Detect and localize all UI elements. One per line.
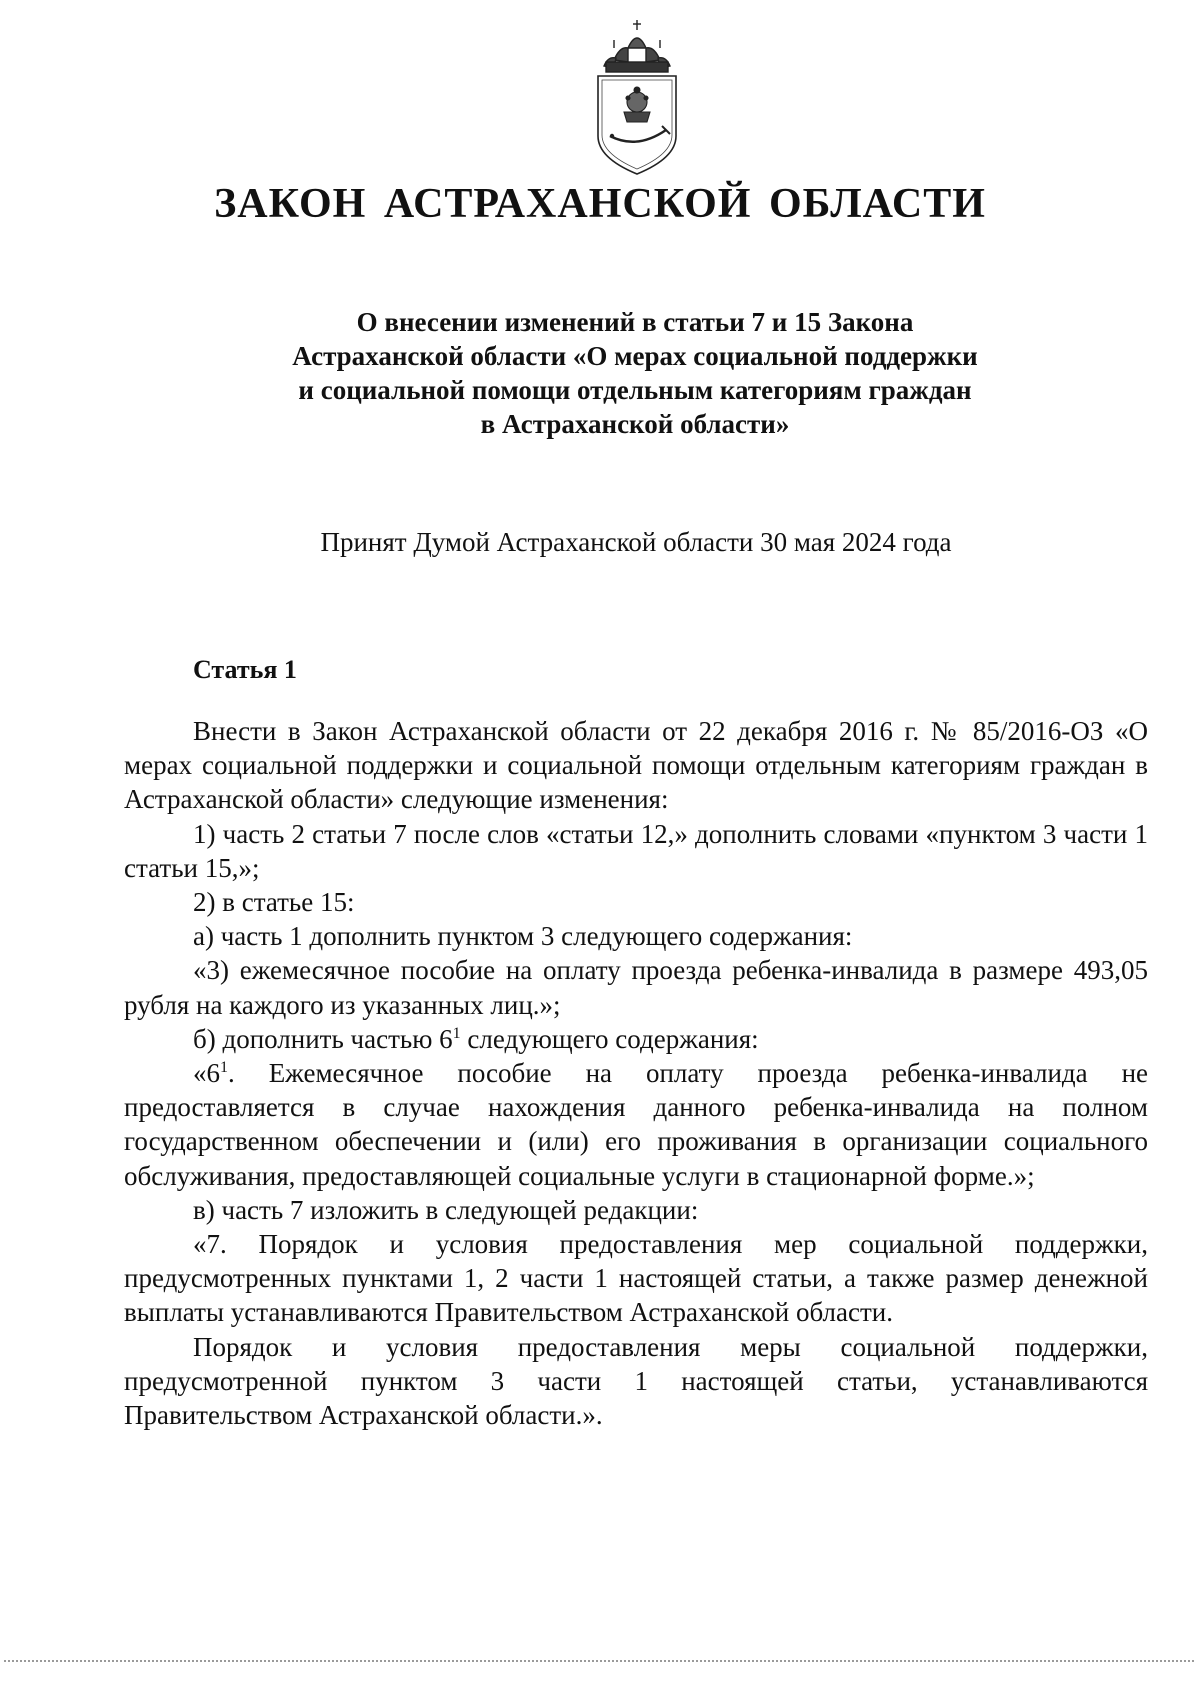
paragraph — [124, 1022, 1148, 1056]
paragraph: в) часть 7 изложить в следующей редакции: — [193, 1194, 699, 1225]
coat-of-arms-icon — [590, 18, 684, 178]
paragraph-text: . Ежемесячное пособие на оплату проезда ребенка-инвалида не предоставляется в случае нахождения данного ребенка-инвалида на полном государственном обеспечении и (или) его проживания в организации социального обслуживания, предоставляющей социальные услуги в стационарной форме.»; — [124, 1058, 1148, 1191]
paragraph: Внести в Закон Астраханской области от 22 декабря 2016 г. № 85/2016-ОЗ «О мерах социальной поддержки и социальной помощи отдельным категориям граждан в Астраханской области» следующие изменения: — [124, 716, 1148, 815]
subtitle-line: и социальной помощи отдельным категориям граждан — [298, 375, 972, 405]
paragraph-text: «6 — [193, 1058, 220, 1089]
paragraph: «3) ежемесячное пособие на оплату проезда ребенка-инвалида в размере 493,05 рубля на каждого из указанных лиц.»; — [124, 955, 1148, 1020]
footer-divider — [4, 1660, 1194, 1662]
article-heading: Статья 1 — [193, 655, 297, 684]
subtitle-line: Астраханской области «О мерах социальной поддержки — [292, 341, 978, 371]
paragraph: а) часть 1 дополнить пунктом 3 следующего содержания: — [193, 921, 853, 952]
subtitle-line: О внесении изменений в статьи 7 и 15 Закона — [356, 307, 914, 337]
subtitle-line: в Астраханской области» — [480, 409, 790, 439]
paragraph: 1) часть 2 статьи 7 после слов «статьи 12,» дополнить словами «пунктом 3 части 1 статьи 15,»; — [124, 818, 1148, 883]
article-body — [124, 714, 1148, 1432]
paragraph: 2) в статье 15: — [193, 887, 355, 918]
paragraph: «7. Порядок и условия предоставления мер социальной поддержки, предусмотренных пунктами 1, 2 части 1 настоящей статьи, а также размер денежной выплаты устанавливаются Правительством Астраханской области. — [124, 1229, 1148, 1328]
adoption-line: Принят Думой Астраханской области 30 мая 2024 года — [320, 527, 952, 557]
paragraph-text: б) дополнить частью 6 — [193, 1023, 453, 1054]
law-subtitle — [200, 305, 1070, 441]
superscript: 1 — [452, 1024, 461, 1042]
superscript: 1 — [220, 1059, 228, 1077]
paragraph-text: следующего содержания: — [460, 1023, 759, 1054]
paragraph — [124, 1056, 1148, 1193]
paragraph: Порядок и условия предоставления меры социальной поддержки, предусмотренной пунктом 3 части 1 настоящей статьи, устанавливаются Правительством Астраханской области.». — [124, 1331, 1148, 1431]
law-title: ЗАКОН АСТРАХАНСКОЙ ОБЛАСТИ — [214, 181, 986, 227]
